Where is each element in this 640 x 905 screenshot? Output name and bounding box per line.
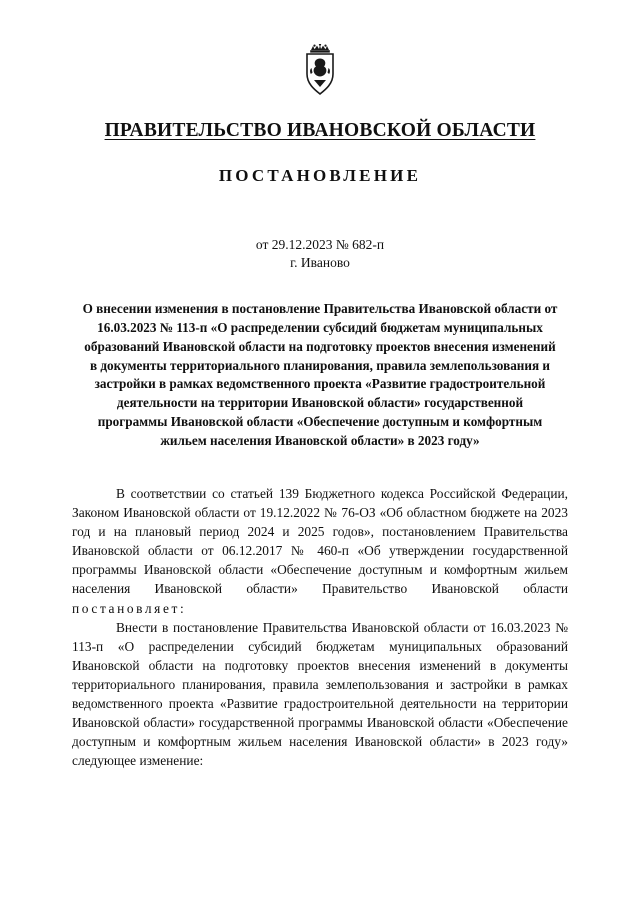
coat-of-arms-ivanovo-region-icon	[297, 44, 343, 96]
document-body	[72, 484, 568, 769]
body-paragraph-2: Внести в постановление Правительства Ивановской области от 16.03.2023 № 113-п «О распределении субсидий бюджетам муниципальных образований Ивановской области на подготовку проектов внесения изменений в документы территориального планирования, правила землепользования и застройки в рамках ведомственного проекта «Развитие градостроительной деятельности на территории Ивановской области» государственной программы Ивановской области «Обеспечение доступным и комфортным жильем населения Ивановской области» в 2023 году» следующее изменение:	[72, 619, 568, 768]
body-paragraph-1	[72, 484, 568, 617]
emblem-container	[72, 0, 568, 96]
date-city-block	[72, 236, 568, 272]
document-subject: О внесении изменения в постановление Правительства Ивановской области от 16.03.2023 № 113-п «О распределении субсидий бюджетам муниципальных образований Ивановской области на подготовку проектов внесения изменений в документы территориального планирования, правила землепользования и застройки в рамках ведомственного проекта «Развитие градостроительной деятельности на территории Ивановской области» государственной программы Ивановской области «Обеспечение доступным и комфортным жильем населения Ивановской области» в 2023 году»	[82, 301, 558, 448]
body-paragraph-1-text: В соответствии со статьей 139 Бюджетного кодекса Российской Федерации, Законом Ивановской области от 19.12.2022 № 76-ОЗ «Об областном бюджете на 2023 год и на плановый период 2024 и 2025 годов», постановлением Правительства Ивановской области от 06.12.2017 № 460-п «Об утверждении государственной программы Ивановской области «Обеспечение доступным и комфортным жильем населения Ивановской области» Правительство Ивановской области	[72, 486, 568, 597]
page-title: ПРАВИТЕЛЬСТВО ИВАНОВСКОЙ ОБЛАСТИ	[104, 120, 536, 141]
document-city: г. Иваново	[290, 255, 350, 271]
document-type: ПОСТАНОВЛЕНИЕ	[218, 166, 422, 185]
document-number-date: от 29.12.2023 № 682-п	[255, 237, 385, 252]
decree-keyword: постановляет:	[72, 600, 187, 616]
